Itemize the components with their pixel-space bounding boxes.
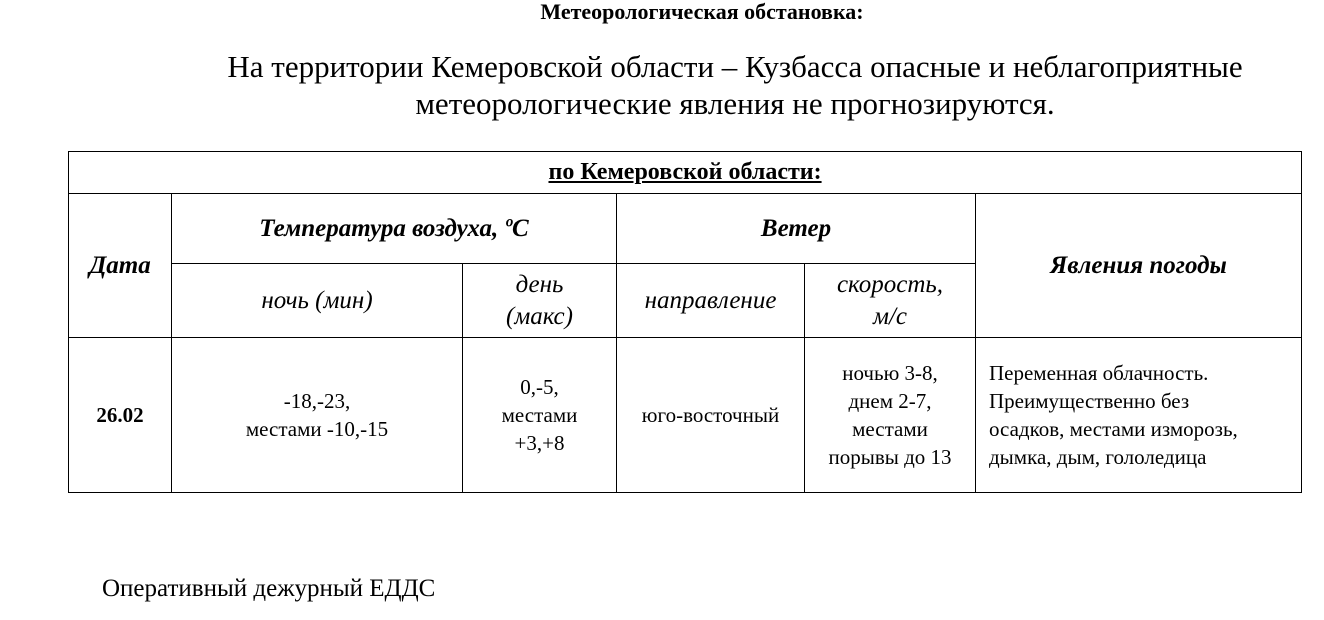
table-row [69, 338, 1302, 493]
day-temperature-line-2: местами [501, 403, 578, 427]
document-heading: Метеорологическая обстановка: [540, 0, 864, 24]
day-subheader-line-2: (макс) [506, 302, 573, 330]
wind-speed-line-1: ночью 3-8, [842, 361, 938, 385]
wind-direction-cell: юго-восточный [617, 338, 805, 493]
header-row [69, 194, 1302, 264]
night-temperature-line-2: местами -10,-15 [245, 417, 389, 441]
wind-header: Ветер [617, 194, 976, 264]
duty-officer-signature: Оперативный дежурный ЕДДС [102, 575, 436, 602]
speed-subheader-line-2: м/с [873, 302, 907, 330]
weather-notice [170, 48, 1300, 122]
night-subheader: ночь (мин) [172, 264, 463, 338]
phenomena-header: Явления погоды [976, 194, 1302, 338]
forecast-table [68, 151, 1302, 493]
phenomena-line-4: дымка, дым, гололедица [989, 445, 1207, 469]
night-temperature-line-1: -18,-23, [283, 389, 351, 413]
notice-line-1: На территории Кемеровской области – Кузбасса опасные и неблагоприятные [227, 49, 1243, 84]
table-title-row [69, 152, 1302, 194]
speed-subheader [805, 264, 976, 338]
weather-phenomena-cell [976, 338, 1302, 493]
day-temperature-line-1: 0,-5, [520, 375, 559, 399]
day-temperature-line-3: +3,+8 [514, 431, 565, 455]
wind-speed-line-2: днем 2-7, [848, 389, 932, 413]
day-subheader [463, 264, 617, 338]
wind-speed-cell [805, 338, 976, 493]
direction-subheader: направление [617, 264, 805, 338]
temperature-header: Температура воздуха, ºС [172, 194, 617, 264]
day-temperature-cell [463, 338, 617, 493]
date-header: Дата [69, 194, 172, 338]
wind-speed-line-4: порывы до 13 [828, 445, 952, 469]
phenomena-line-1: Переменная облачность. [989, 361, 1209, 385]
phenomena-line-2: Преимущественно без [989, 389, 1190, 413]
date-cell: 26.02 [69, 338, 172, 493]
table-title: по Кемеровской области: [69, 152, 1302, 194]
speed-subheader-line-1: скорость, [836, 270, 944, 298]
phenomena-line-3: осадков, местами изморозь, [989, 417, 1238, 441]
night-temperature-cell [172, 338, 463, 493]
wind-speed-line-3: местами [852, 417, 928, 441]
day-subheader-line-1: день [515, 270, 564, 298]
notice-line-2: метеорологические явления не прогнозируются. [415, 86, 1055, 121]
